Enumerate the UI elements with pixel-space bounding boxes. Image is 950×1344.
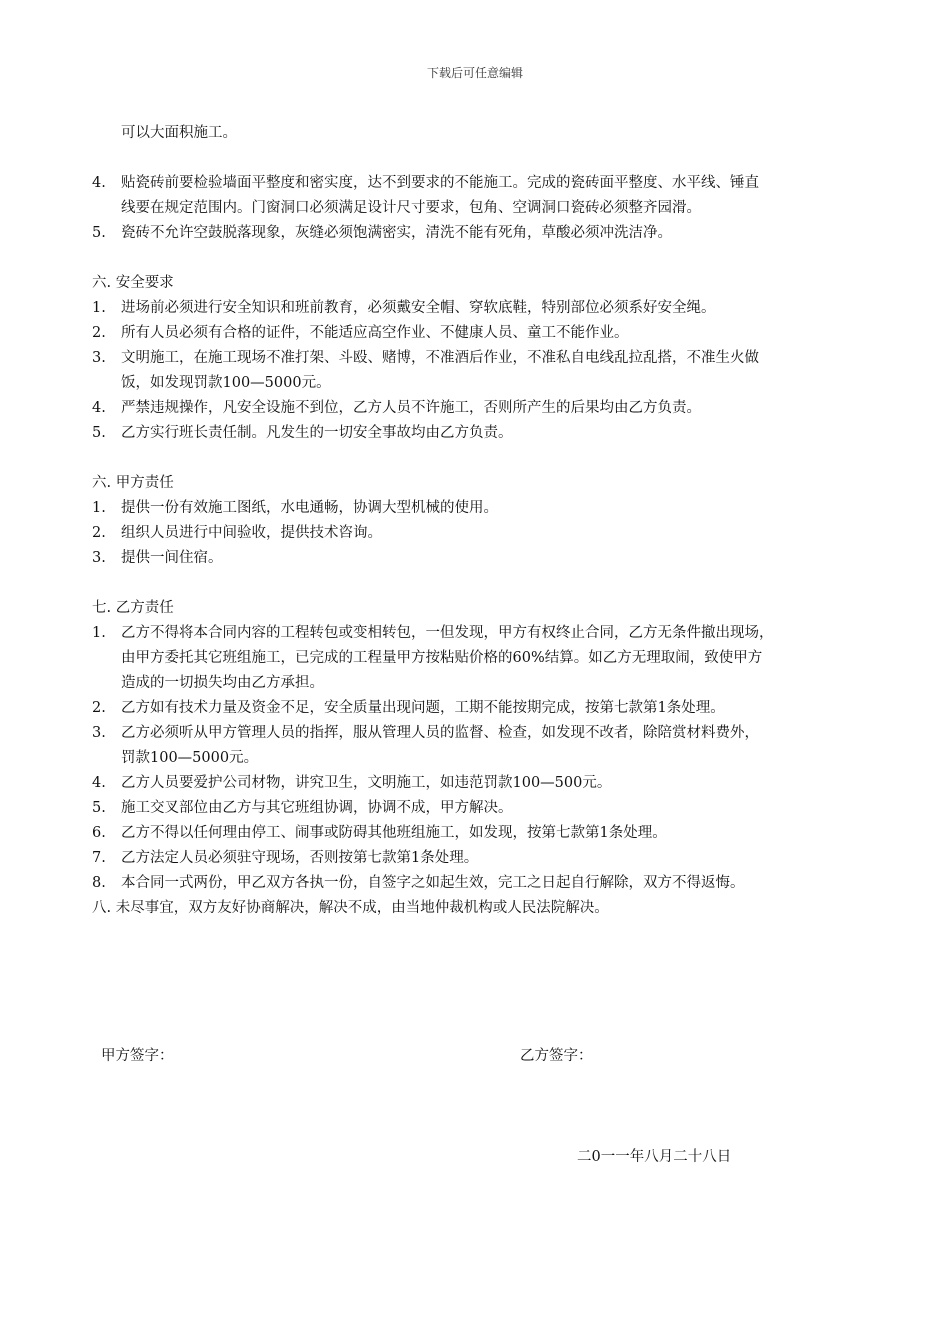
- list-item-text: 线要在规定范围内。门窗洞口必须满足设计尺寸要求，包角、空调洞口瓷砖必须整齐园滑。: [121, 200, 701, 216]
- list-item-number: 3.: [92, 350, 106, 366]
- list-item: [92, 646, 870, 671]
- list-item-text: 施工交叉部位由乙方与其它班组协调，协调不成，甲方解决。: [121, 800, 513, 816]
- list-item-text: 瓷砖不允许空鼓脱落现象，灰缝必须饱满密实，清洗不能有死角，草酸必须冲洗洁净。: [121, 225, 672, 241]
- list-item-number: [92, 371, 121, 396]
- list-item-number: 2.: [92, 700, 106, 716]
- list-item-text: 所有人员必须有合格的证件，不能适应高空作业、不健康人员、童工不能作业。: [121, 325, 629, 341]
- list-item-text: 提供一份有效施工图纸，水电通畅，协调大型机械的使用。: [121, 500, 498, 516]
- list-item-text: 严禁违规操作，凡安全设施不到位，乙方人员不许施工，否则所产生的后果均由乙方负责。: [121, 400, 701, 416]
- list-item: [92, 296, 870, 321]
- list-item-number: 2.: [92, 325, 106, 341]
- list-item: [92, 621, 870, 646]
- list-item: [92, 421, 870, 446]
- list-item-number: 8.: [92, 875, 106, 891]
- quality-items-list: [92, 171, 870, 246]
- safety-heading: 六. 安全要求: [92, 275, 174, 291]
- list-item: [92, 871, 870, 896]
- list-item-text: 贴瓷砖前要检验墙面平整度和密实度，达不到要求的不能施工。完成的瓷砖面平整度、水平线、锤直: [121, 175, 759, 191]
- final-clause: 八. 未尽事宜，双方友好协商解决，解决不成，由当地仲裁机构或人民法院解决。: [92, 900, 609, 916]
- list-item-number: 3.: [92, 550, 106, 566]
- list-item-number: 4.: [92, 400, 106, 416]
- party-a-heading: 六. 甲方责任: [92, 475, 174, 491]
- party-b-signature-label: 乙方签字：: [520, 1048, 593, 1064]
- list-item: [92, 496, 870, 521]
- list-item-number: [92, 746, 121, 771]
- list-item: [92, 171, 870, 196]
- list-item-text: 造成的一切损失均由乙方承担。: [121, 675, 324, 691]
- list-item-number: 1.: [92, 300, 106, 316]
- list-item-number: 1.: [92, 500, 106, 516]
- party-a-items-list: [92, 496, 870, 571]
- party-a-signature-label: 甲方签字：: [101, 1048, 174, 1064]
- list-item-text: 乙方必须听从甲方管理人员的指挥，服从管理人员的监督、检查，如发现不改者，除陪赏材料费外，: [121, 725, 759, 741]
- list-item-number: 3.: [92, 725, 106, 741]
- list-item: [92, 521, 870, 546]
- list-item-text: 饭，如发现罚款100—5000元。: [121, 375, 331, 391]
- spacer: [92, 246, 870, 271]
- list-item: [92, 696, 870, 721]
- list-item-number: [92, 196, 121, 221]
- spacer: [92, 146, 870, 171]
- list-item-number: 5.: [92, 425, 106, 441]
- list-item-text: 乙方实行班长责任制。凡发生的一切安全事故均由乙方负责。: [121, 425, 513, 441]
- list-item-text: 乙方不得将本合同内容的工程转包或变相转包，一但发现，甲方有权终止合同，乙方无条件撤出现场，: [121, 625, 774, 641]
- list-item-text: 文明施工，在施工现场不准打架、斗殴、赌博，不准酒后作业，不准私自电线乱拉乱搭，不准生火做: [121, 350, 759, 366]
- list-item-text: 由甲方委托其它班组施工，已完成的工程量甲方按粘贴价格的60%结算。如乙方无理取闹，致使甲方: [121, 650, 763, 666]
- list-item-text: 本合同一式两份，甲乙双方各执一份，自签字之如起生效，完工之日起自行解除，双方不得返悔。: [121, 875, 745, 891]
- list-item: [92, 821, 870, 846]
- list-item-number: 6.: [92, 825, 106, 841]
- list-item: [92, 371, 870, 396]
- list-item: [92, 796, 870, 821]
- list-item: [92, 671, 870, 696]
- list-item: [92, 221, 870, 246]
- list-item: [92, 196, 870, 221]
- list-item: [92, 346, 870, 371]
- list-item-number: 2.: [92, 525, 106, 541]
- page-header-note: 下载后可任意编辑: [426, 66, 523, 80]
- spacer: [92, 446, 870, 471]
- list-item-number: [92, 646, 121, 671]
- list-item-number: 1.: [92, 625, 106, 641]
- list-item-text: 乙方法定人员必须驻守现场，否则按第七款第1条处理。: [121, 850, 479, 866]
- continuation-text: 可以大面积施工。: [121, 125, 237, 141]
- list-item: [92, 321, 870, 346]
- list-item-number: 5.: [92, 225, 106, 241]
- spacer: [92, 571, 870, 596]
- list-item-text: 乙方如有技术力量及资金不足，安全质量出现问题，工期不能按期完成，按第七款第1条处理。: [121, 700, 725, 716]
- list-item-text: 提供一间住宿。: [121, 550, 223, 566]
- party-b-heading: 七. 乙方责任: [92, 600, 174, 616]
- list-item-text: 进场前必须进行安全知识和班前教育，必须戴安全帽、穿软底鞋，特别部位必须系好安全绳。: [121, 300, 716, 316]
- list-item-number: 4.: [92, 775, 106, 791]
- list-item-text: 罚款100—5000元。: [121, 750, 259, 766]
- list-item: [92, 846, 870, 871]
- contract-date: 二0一一年八月二十八日: [577, 1149, 732, 1165]
- list-item: [92, 721, 870, 746]
- list-item-number: 5.: [92, 800, 106, 816]
- safety-items-list: [92, 296, 870, 446]
- list-item-text: 乙方不得以任何理由停工、闹事或防碍其他班组施工，如发现，按第七款第1条处理。: [121, 825, 667, 841]
- list-item: [92, 771, 870, 796]
- list-item: [92, 546, 870, 571]
- document-body: [92, 121, 870, 921]
- list-item: [92, 746, 870, 771]
- list-item-text: 乙方人员要爱护公司材物，讲究卫生，文明施工，如违范罚款100—500元。: [121, 775, 612, 791]
- list-item-number: 7.: [92, 850, 106, 866]
- list-item: [92, 396, 870, 421]
- list-item-text: 组织人员进行中间验收，提供技术咨询。: [121, 525, 382, 541]
- list-item-number: [92, 671, 121, 696]
- party-b-items-list: [92, 621, 870, 896]
- list-item-number: 4.: [92, 175, 106, 191]
